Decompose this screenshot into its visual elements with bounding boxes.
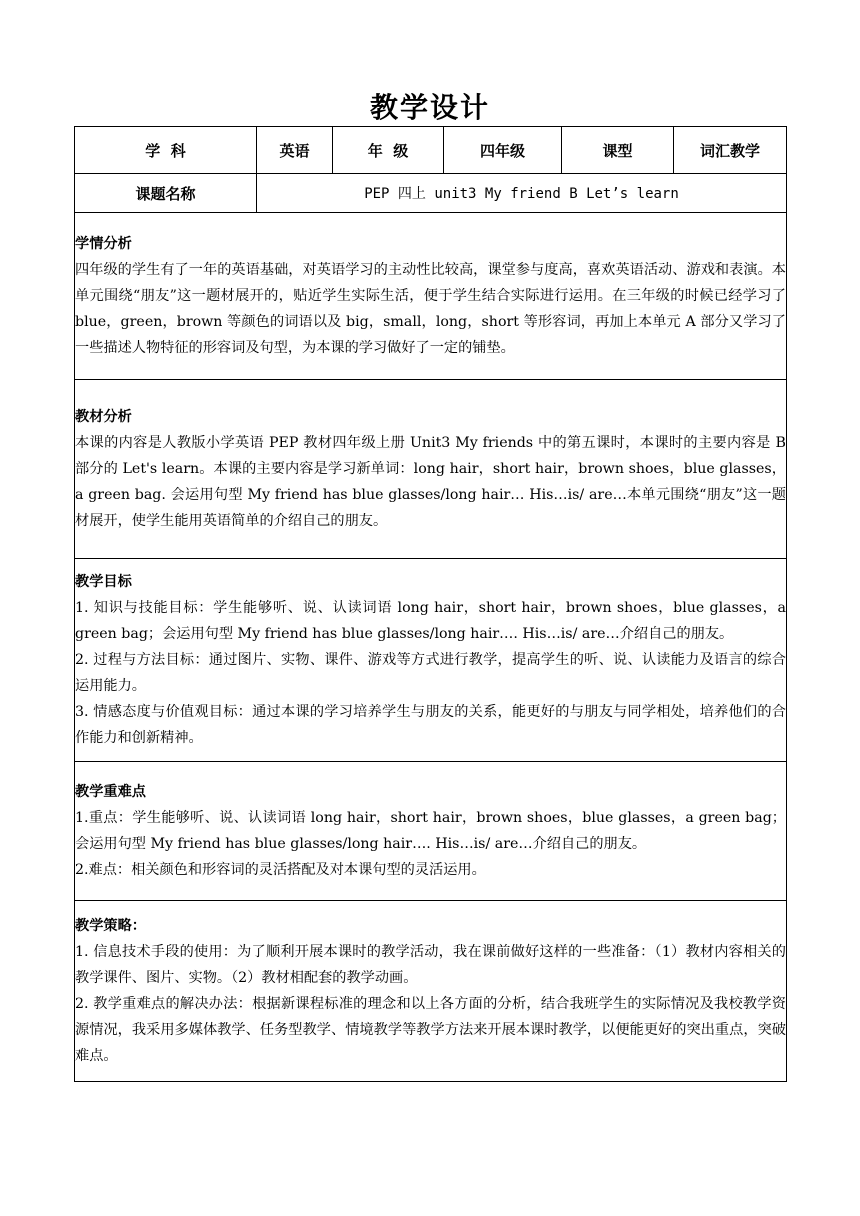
student-analysis-heading: 学情分析: [75, 236, 132, 252]
objective-item: 2. 过程与方法目标：通过图片、实物、课件、游戏等方式进行教学，提高学生的听、说、认读能力及语言的综合运用能力。: [75, 652, 786, 694]
objectives-section: [75, 559, 787, 762]
subject-value: 英语: [257, 127, 333, 174]
student-analysis-section: [75, 213, 787, 380]
strategy-section: [75, 901, 787, 1082]
material-analysis-body: 本课的内容是人教版小学英语 PEP 教材四年级上册 Unit3 My friends 中的第五课时，本课时的主要内容是 B 部分的 Let's learn。本课的主要内容是学习新单词：long hair，short hair，brown shoes，blue glasses，a green bag. 会运用句型 My friend has blue glasses/long hair… His…is/ are…本单元围绕“朋友”这一题材展开，使学生能用英语简单的介绍自己的朋友。: [75, 435, 786, 529]
type-label: 课型: [562, 127, 674, 174]
key-point-item: 1.重点：学生能够听、说、认读词语 long hair，short hair，brown shoes，blue glasses，a green bag；会运用句型 My friend has blue glasses/long hair…. His…is/ are…介绍自己的朋友。: [75, 810, 786, 852]
lesson-plan-table: [74, 126, 787, 1082]
material-analysis-heading: 教材分析: [75, 409, 132, 425]
strategy-heading: 教学策略：: [75, 918, 146, 934]
header-row: [75, 127, 787, 174]
grade-value: 四年级: [444, 127, 562, 174]
key-points-heading: 教学重难点: [75, 784, 146, 800]
objective-item: 1. 知识与技能目标：学生能够听、说、认读词语 long hair，short hair，brown shoes，blue glasses，a green bag；会运用句型 My friend has blue glasses/long hair…. His…is/ are…介绍自己的朋友。: [75, 600, 786, 642]
topic-value: PEP 四上 unit3 My friend B Let’s learn: [257, 174, 787, 213]
topic-label: 课题名称: [75, 174, 257, 213]
key-point-item: 2.难点：相关颜色和形容词的灵活搭配及对本课句型的灵活运用。: [75, 862, 486, 878]
strategy-item: 2. 教学重难点的解决办法：根据新课程标准的理念和以上各方面的分析，结合我班学生的实际情况及我校教学资源情况，我采用多媒体教学、任务型教学、情境教学等教学方法来开展本课时教学，以便能更好的突出重点，突破难点。: [75, 996, 786, 1064]
grade-label: 年 级: [333, 127, 444, 174]
subject-label: 学 科: [75, 127, 257, 174]
page-title: 教学设计: [369, 91, 490, 124]
type-value: 词汇教学: [674, 127, 787, 174]
objectives-heading: 教学目标: [75, 574, 132, 590]
material-analysis-section: [75, 380, 787, 559]
student-analysis-body: 四年级的学生有了一年的英语基础，对英语学习的主动性比较高，课堂参与度高，喜欢英语活动、游戏和表演。本单元围绕“朋友”这一题材展开的，贴近学生实际生活，便于学生结合实际进行运用。在三年级的时候已经学习了 blue，green，brown 等颜色的词语以及 big，small，long，short 等形容词，再加上本单元 A 部分又学习了一些描述人物特征的形容词及句型，为本课的学习做好了一定的铺垫。: [75, 262, 786, 356]
objective-item: 3. 情感态度与价值观目标：通过本课的学习培养学生与朋友的关系，能更好的与朋友与同学相处，培养他们的合作能力和创新精神。: [75, 704, 786, 746]
key-points-section: [75, 762, 787, 901]
topic-row: [75, 174, 787, 213]
strategy-item: 1. 信息技术手段的使用：为了顺利开展本课时的教学活动，我在课前做好这样的一些准备：（1）教材内容相关的教学课件、图片、实物。（2）教材相配套的教学动画。: [75, 944, 786, 986]
